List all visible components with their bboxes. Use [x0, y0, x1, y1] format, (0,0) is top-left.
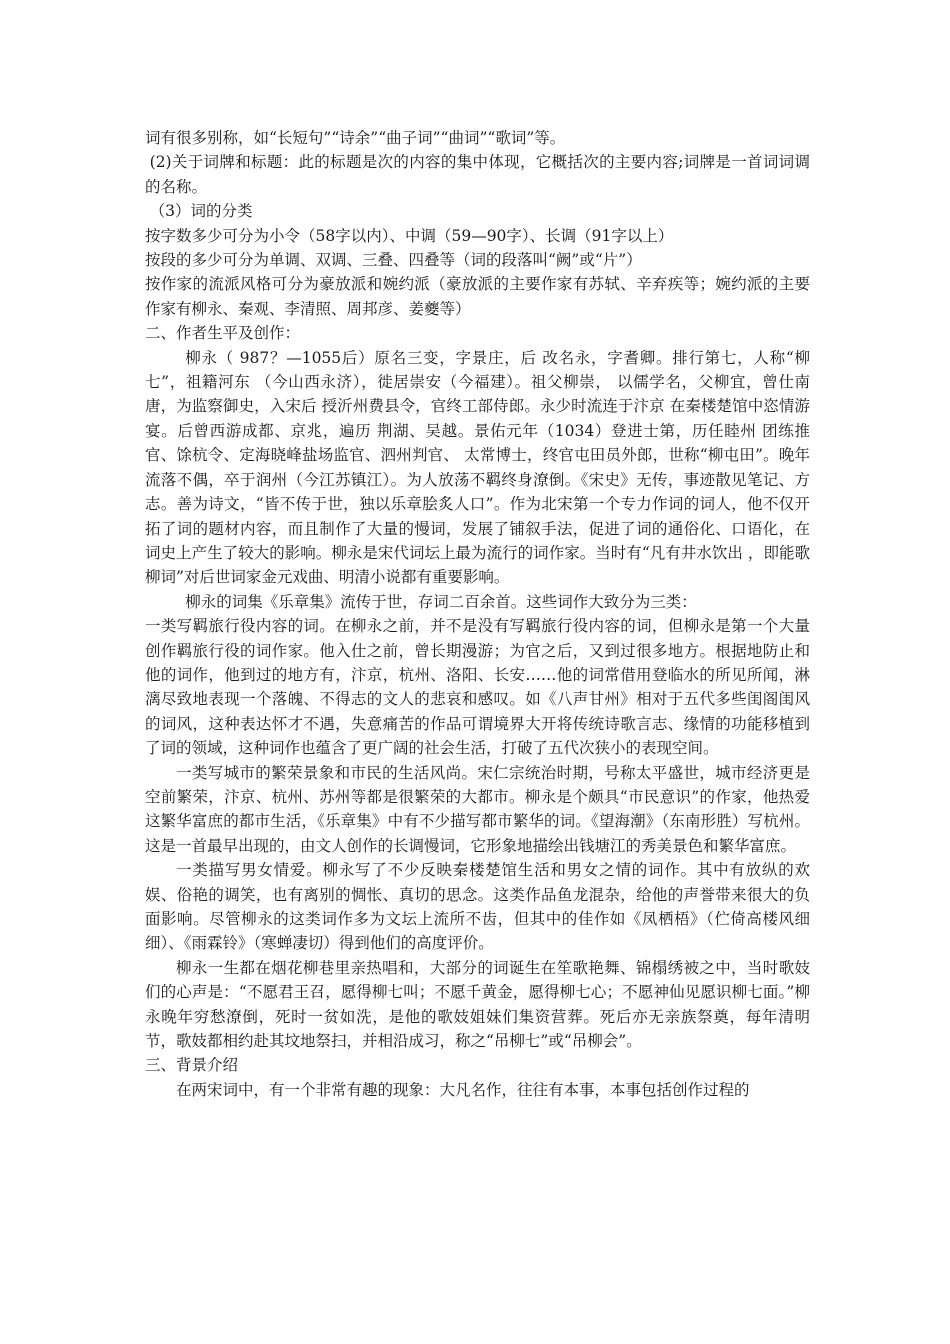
- paragraph-love-category: 一类描写男女情爱。柳永写了不少反映秦楼楚馆生活和男女之情的词作。其中有放纵的欢娱、俗艳的调笑，也有离别的惆怅、真切的思念。这类作品鱼龙混杂，给他的声誉带来很大的负面影响。尽管柳永的这类词作多为文坛上流所不齿，但其中的佳作如《凤栖梧》（伫倚高楼风细细）、《雨霖铃》（寒蝉凄切）得到他们的高度评价。: [145, 861, 810, 953]
- paragraph-background-intro: 在两宋词中，有一个非常有趣的现象：大凡名作，往往有本事，本事包括创作过程的: [176, 1080, 750, 1099]
- paragraph-by-sections: 按段的多少可分为单调、双调、三叠、四叠等（词的段落叫“阙”或“片”）: [145, 251, 642, 270]
- paragraph-later-life: 柳永一生都在烟花柳巷里亲热唱和，大部分的词诞生在笙歌艳舞、锦榻绣被之中，当时歌妓们的心声是：“不愿君王召，愿得柳七叫；不愿千黄金，愿得柳七心；不愿神仙见愿识柳七面。”柳永晚年穷愁潦倒，死时一贫如洗，是他的歌妓姐妹们集资营葬。死后亦无亲族祭奠，每年清明节，歌妓都相约赴其坟地祭扫，并相沿成习，称之“吊柳七”或“吊柳会”。: [145, 958, 810, 1051]
- document-body: [145, 126, 810, 1102]
- paragraph-author-biography: 柳永（ 987？—1055后）原名三变，字景庄，后 改名永，字耆卿。排行第七，人称“柳七”，祖籍河东 （今山西永济），徙居崇安（今福建）。祖父柳崇， 以儒学名，父柳宜，曾仕南唐，为监察御史，入宋后 授沂州费县令，官终工部侍郎。永少时流连于汴京 在秦楼楚馆中恣情游宴。后曾西游成都、京兆，遍历 荆湖、吴越。景佑元年（1034）登进士第，历任睦州 团练推官、馀杭令、定海晓峰盐场监官、泗州判官、 太常博士，终官屯田员外郎，世称“柳屯田”。晚年 流落不偶，卒于润州（今江苏镇江）。为人放荡不羁终身潦倒。《宋史》无传，事迹散见笔记、方志。善为诗文，“皆不传于世，独以乐章脍炙人口”。作为北宋第一个专力作词的词人，他不仅开拓了词的题材内容，而且制作了大量的慢词，发展了铺叙手法，促进了词的通俗化、口语化，在词史上产生了较大的影响。柳永是宋代词坛上最为流行的词作家。当时有“凡有井水饮出 ，即能歌柳词”对后世词家金元戏曲、明清小说都有重要影响。: [145, 348, 810, 587]
- section-heading-author: 二、作者生平及创作：: [145, 324, 301, 343]
- paragraph-city-category: 一类写城市的繁荣景象和市民的生活风尚。宋仁宗统治时期，号称太平盛世，城市经济更是空前繁荣，汴京、杭州、苏州等都是很繁荣的大都市。柳永是个颇具“市民意识”的作家，他热爱这繁华富庶的都市生活，《乐章集》中有不少描写都市繁华的词。《望海潮》（东南形胜）写杭州。这是一首最早出现的，由文人创作的长调慢词，它形象地描绘出钱塘江的秀美景色和繁华富庶。: [145, 763, 810, 855]
- paragraph-travel-category: 一类写羁旅行役内容的词。在柳永之前，并不是没有写羁旅行役内容的词，但柳永是第一个大量创作羁旅行役的词作家。他入仕之前，曾长期漫游；为官之后，又到过很多地方。根据地防止和他的词作，他到过的地方有，汴京，杭州、洛阳、长安……他的词常借用登临水的所见所闻，淋漓尽致地表现一个落魄、不得志的文人的悲哀和感叹。如《八声甘州》相对于五代多些闺阁闺风的词风，这种表达怀才不遇，失意痛苦的作品可谓境界大开将传统诗歌言志、缘情的功能移植到了词的领域，这种词作也蕴含了更广阔的社会生活，打破了五代次狭小的表现空间。: [145, 617, 810, 758]
- paragraph-word-aliases: 词有很多别称，如“长短句”“诗余”“曲子词”“曲词”“歌词”等。: [145, 129, 566, 147]
- paragraph-by-school: 按作家的流派风格可分为豪放派和婉约派（豪放派的主要作家有苏轼、辛弃疾等；婉约派的主要作家有柳永、秦观、李清照、周邦彦、姜夔等）: [145, 275, 810, 318]
- section-heading-background: 三、背景介绍: [145, 1056, 239, 1075]
- paragraph-collection-intro: 柳永的词集《乐章集》流传于世，存词二百余首。这些词作大致分为三类：: [185, 592, 697, 611]
- paragraph-classification-heading: （3）词的分类: [149, 202, 253, 221]
- paragraph-cipai-title: (2)关于词牌和标题：此的标题是次的内容的集中体现，它概括次的主要内容;词牌是一首词词调的名称。: [145, 153, 810, 196]
- paragraph-by-word-count: 按字数多少可分为小令（58字以内）、中调（59—90字）、长调（91字以上）: [145, 226, 674, 245]
